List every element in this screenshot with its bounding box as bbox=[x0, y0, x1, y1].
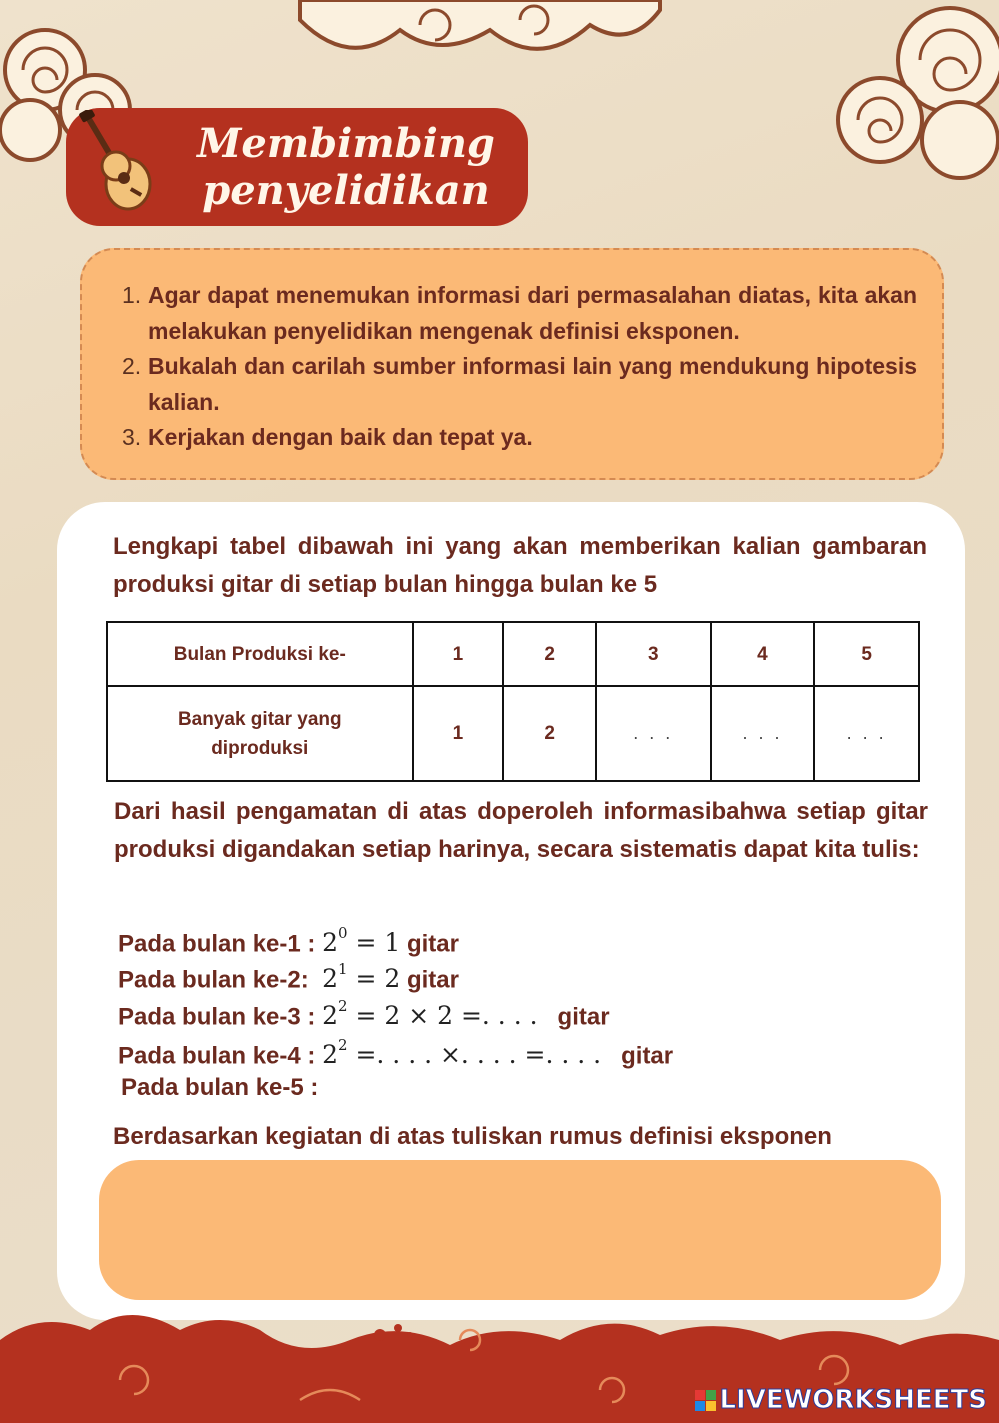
instruction-number: 2. bbox=[122, 353, 142, 379]
formula-answer-box[interactable] bbox=[99, 1160, 941, 1300]
math-rest: = 1 bbox=[347, 928, 401, 958]
table-row bbox=[107, 686, 919, 781]
blank-count-cell[interactable]: . . . bbox=[596, 686, 711, 781]
instructions-list bbox=[122, 278, 917, 456]
math-exponent: 1 bbox=[337, 960, 348, 978]
unit-label: gitar bbox=[406, 930, 459, 958]
count-cell: 2 bbox=[503, 686, 596, 781]
instruction-text: Kerjakan dengan baik dan tepat ya. bbox=[148, 424, 533, 450]
month-cell: 1 bbox=[413, 622, 504, 686]
math-expression bbox=[322, 997, 538, 1031]
month-3-line bbox=[118, 992, 610, 1031]
blank-count-cell[interactable]: . . . bbox=[711, 686, 815, 781]
count-cell: 1 bbox=[413, 686, 504, 781]
month-label: Pada bulan ke-2: bbox=[118, 966, 309, 994]
month-label: Pada bulan ke-1 : bbox=[118, 930, 316, 958]
math-base: 2 bbox=[322, 1040, 338, 1070]
instruction-item bbox=[122, 349, 917, 420]
month-label: Pada bulan ke-3 : bbox=[118, 1003, 316, 1031]
math-expression bbox=[322, 960, 401, 994]
math-expression bbox=[322, 924, 401, 958]
math-base: 2 bbox=[322, 1001, 338, 1031]
math-rest: = 2 × 2 =. . . . bbox=[347, 1001, 538, 1031]
observation-text: Dari hasil pengamatan di atas doperoleh informasibahwa setiap gitar produksi digandakan setiap harinya, secara sistematis dapat kita tulis: bbox=[114, 798, 928, 863]
production-table bbox=[106, 621, 920, 782]
month-4-line bbox=[118, 1031, 674, 1070]
month-2-line bbox=[118, 955, 459, 994]
instruction-item bbox=[122, 278, 917, 349]
instruction-number: 1. bbox=[122, 282, 142, 308]
table-header-cell: Banyak gitar yang diproduksi bbox=[107, 686, 413, 781]
unit-label: gitar bbox=[621, 1042, 674, 1070]
instruction-text: Agar dapat menemukan informasi dari permasalahan diatas, kita akan melakukan penyelidikan mengenak definisi eksponen. bbox=[148, 282, 917, 344]
blank-count-cell[interactable]: . . . bbox=[814, 686, 919, 781]
month-label: Pada bulan ke-4 : bbox=[118, 1042, 316, 1070]
instruction-number: 3. bbox=[122, 424, 142, 450]
math-exponent: 2 bbox=[337, 1036, 348, 1054]
title-line-1: Membimbing bbox=[197, 120, 495, 167]
month-cell: 2 bbox=[503, 622, 596, 686]
liveworksheets-watermark bbox=[695, 1385, 987, 1415]
table-header-cell: Bulan Produksi ke- bbox=[107, 622, 413, 686]
table-row bbox=[107, 622, 919, 686]
month-cell: 3 bbox=[596, 622, 711, 686]
formula-prompt: Berdasarkan kegiatan di atas tuliskan rumus definisi eksponen bbox=[113, 1123, 832, 1150]
math-rest: =. . . . ×. . . . =. . . . bbox=[347, 1040, 602, 1070]
math-base: 2 bbox=[322, 928, 338, 958]
guitar-icon bbox=[78, 110, 158, 215]
liveworksheets-logo-icon bbox=[695, 1390, 716, 1411]
math-exponent: 2 bbox=[337, 997, 348, 1015]
math-expression bbox=[322, 1036, 602, 1070]
month-1-line bbox=[118, 919, 459, 958]
instructions-box bbox=[80, 248, 944, 480]
unit-label: gitar bbox=[557, 1003, 610, 1031]
month-cell: 5 bbox=[814, 622, 919, 686]
math-exponent: 0 bbox=[337, 924, 348, 942]
month-cell: 4 bbox=[711, 622, 815, 686]
watermark-text: LIVEWORKSHEETS bbox=[719, 1385, 987, 1415]
month-5-line bbox=[121, 1070, 318, 1106]
instruction-item bbox=[122, 420, 917, 456]
unit-label: gitar bbox=[406, 966, 459, 994]
month-label: Pada bulan ke-5 : bbox=[121, 1074, 319, 1101]
math-rest: = 2 bbox=[347, 964, 401, 994]
cloud-decoration-top-center bbox=[290, 0, 670, 70]
cloud-decoration-top-right bbox=[800, 0, 999, 190]
math-base: 2 bbox=[322, 964, 338, 994]
section-title bbox=[176, 120, 516, 214]
title-line-2: penyelidikan bbox=[202, 167, 490, 214]
intro-text: Lengkapi tabel dibawah ini yang akan memberikan kalian gambaran produksi gitar di setiap bulan hingga bulan ke 5 bbox=[113, 533, 927, 598]
instruction-text: Bukalah dan carilah sumber informasi lain yang mendukung hipotesis kalian. bbox=[148, 353, 917, 415]
